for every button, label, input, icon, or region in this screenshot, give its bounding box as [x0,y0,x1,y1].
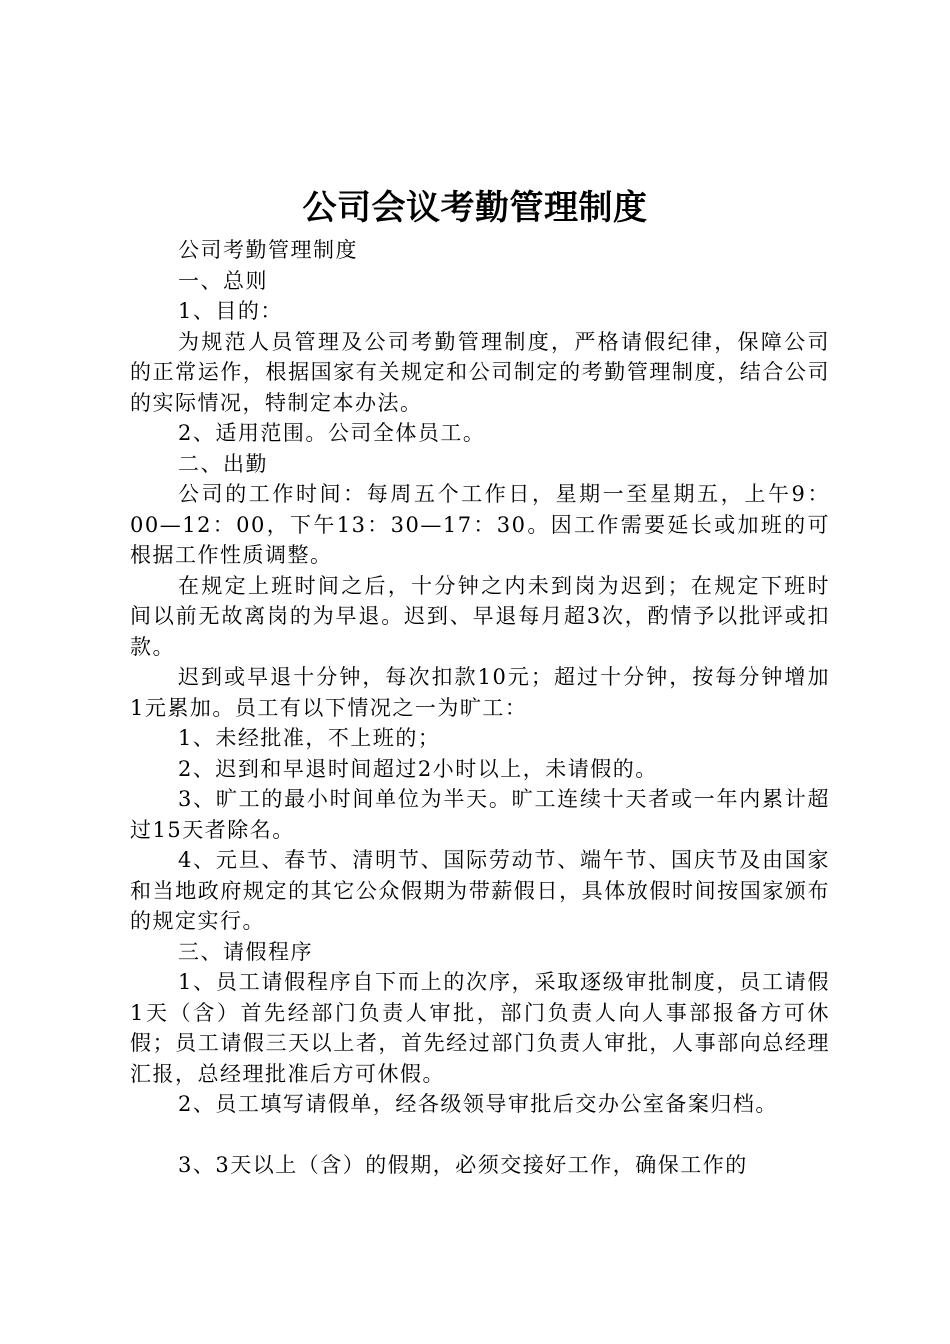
late-early-paragraph: 在规定上班时间之后，十分钟之内未到岗为迟到；在规定下班时间以前无故离岗的为早退。迟到、早退每月超3次，酌情予以批评或扣款。 [130,573,830,659]
document-body [130,235,830,1180]
absence-item-3: 3、旷工的最小时间单位为半天。旷工连续十天者或一年内累计超过15天者除名。 [130,787,830,842]
scope-paragraph: 2、适用范围。公司全体员工。 [178,421,486,445]
absence-item-1: 1、未经批准，不上班的； [178,726,441,750]
absence-item-2: 2、迟到和早退时间超过2小时以上，未请假的。 [178,756,658,781]
holiday-item-4: 4、元旦、春节、清明节、国际劳动节、端午节、国庆节及由国家和当地政府规定的其它公众假期为带薪假日，具体放假时间按国家颁布的规定实行。 [130,848,830,933]
paragraph-gap [130,1120,830,1150]
leave-procedure-item-2: 2、员工填写请假单，经各级领导审批后交办公室备案归档。 [178,1092,778,1116]
subtitle-paragraph: 公司考勤管理制度 [178,238,358,262]
section-heading-leave: 三、请假程序 [178,939,313,964]
leave-procedure-item-3: 3、3天以上（含）的假期，必须交接好工作，确保工作的 [178,1152,748,1177]
section-heading-attendance: 二、出勤 [178,451,268,476]
section-heading-general: 一、总则 [178,268,268,293]
item-purpose-heading: 1、目的： [178,299,283,323]
deduction-paragraph: 迟到或早退十分钟，每次扣款10元；超过十分钟，按每分钟增加1元累加。员工有以下情况之一为旷工： [130,665,830,720]
document-title: 公司会议考勤管理制度 [302,188,648,228]
working-hours-paragraph: 公司的工作时间：每周五个工作日，星期一至星期五，上午9：00—12：00，下午13：30—17：30。因工作需要延长或加班的可根据工作性质调整。 [130,482,830,567]
purpose-paragraph: 为规范人员管理及公司考勤管理制度，严格请假纪律，保障公司的正常运作，根据国家有关规定和公司制定的考勤管理制度，结合公司的实际情况，特制定本办法。 [130,329,830,415]
leave-procedure-item-1: 1、员工请假程序自下而上的次序，采取逐级审批制度，员工请假1天（含）首先经部门负责人审批，部门负责人向人事部报备方可休假；员工请假三天以上者，首先经过部门负责人审批，人事部向总经理汇报，总经理批准后方可休假。 [130,970,830,1086]
